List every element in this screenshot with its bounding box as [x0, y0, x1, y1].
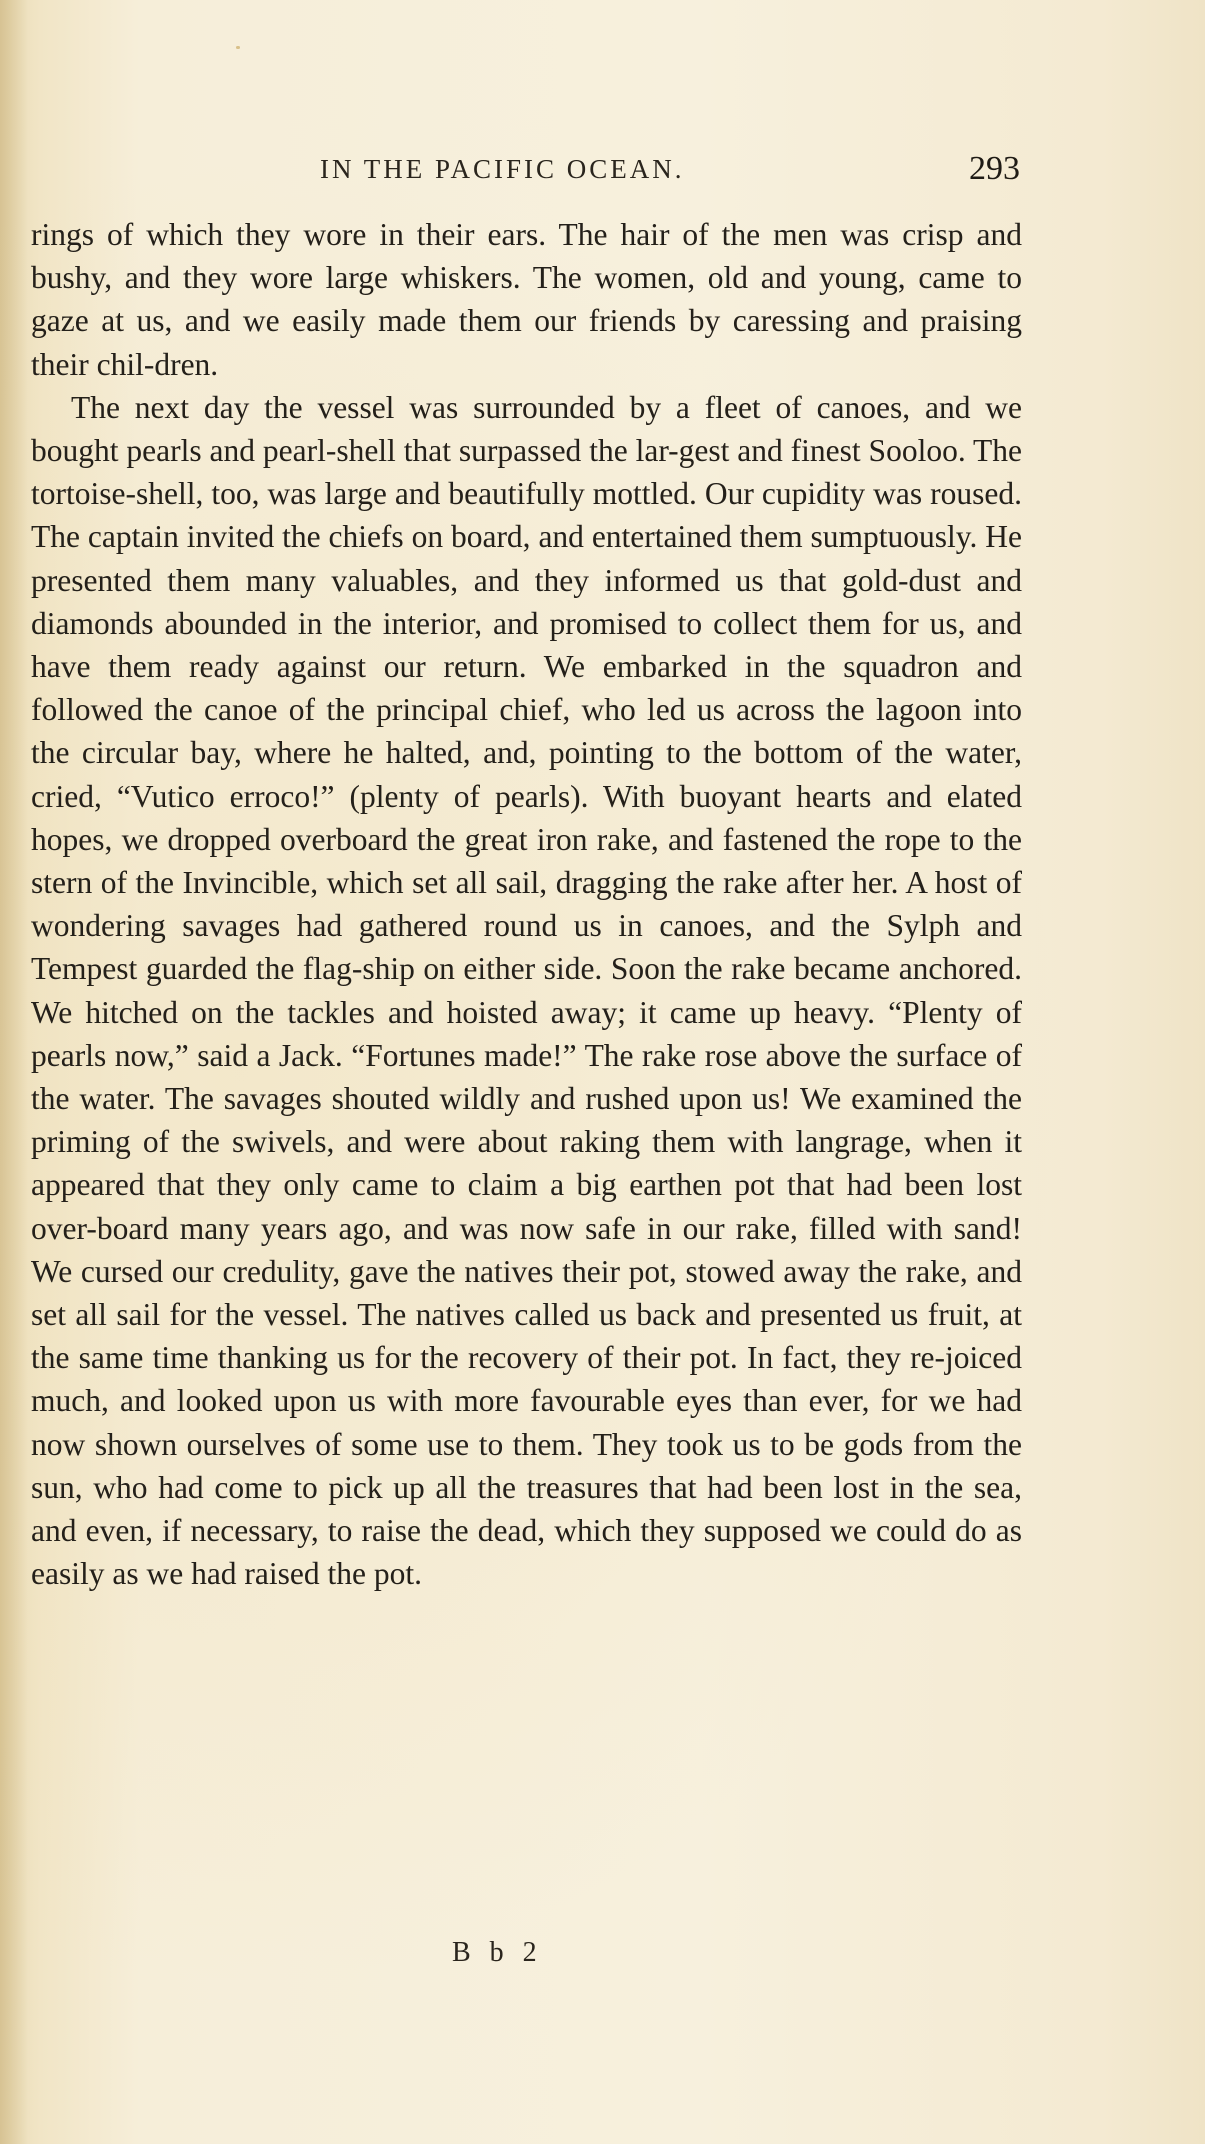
page-body	[31, 213, 1022, 1596]
page-gutter-shadow	[0, 0, 28, 2144]
page-header	[30, 150, 1020, 190]
running-head: IN THE PACIFIC OCEAN.	[320, 154, 685, 184]
signature-mark: B b 2	[452, 1937, 543, 1968]
paragraph-continued: rings of which they wore in their ears. The hair of the men was crisp and bushy, and they wore large whiskers. The women, old and young, came to gaze at us, and we easily made them our friends by caressing and praising their chil-dren.	[31, 217, 1022, 382]
paragraph: The next day the vessel was surrounded by a fleet of canoes, and we bought pearls and pearl-shell that surpassed the lar-gest and finest Sooloo. The tortoise-shell, too, was large and beautifully mottled. Our cupidity was roused. The captain invited the chiefs on board, and entertained them sumptuously. He presented them many valuables, and they informed us that gold-dust and diamonds abounded in the interior, and promised to collect them for us, and have them ready against our return. We embarked in the squadron and followed the canoe of the principal chief, who led us across the lagoon into the circular bay, where he halted, and, pointing to the bottom of the water, cried, “Vutico erroco!” (plenty of pearls). With buoyant hearts and elated hopes, we dropped overboard the great iron rake, and fastened the rope to the stern of the Invincible, which set all sail, dragging the rake after her. A host of wondering savages had gathered round us in canoes, and the Sylph and Tempest guarded the flag-ship on either side. Soon the rake became anchored. We hitched on the tackles and hoisted away; it came up heavy. “Plenty of pearls now,” said a Jack. “Fortunes made!” The rake rose above the surface of the water. The savages shouted wildly and rushed upon us! We examined the priming of the swivels, and were about raking them with langrage, when it appeared that they only came to claim a big earthen pot that had been lost over-board many years ago, and was now safe in our rake, filled with sand! We cursed our credulity, gave the natives their pot, stowed away the rake, and set all sail for the vessel. The natives called us back and presented us fruit, at the same time thanking us for the recovery of their pot. In fact, they re-joiced much, and looked upon us with more favourable eyes than ever, for we had now shown ourselves of some use to them. They took us to be gods from the sun, who had come to pick up all the treasures that had been lost in the sea, and even, if necessary, to raise the dead, which they supposed we could do as easily as we had raised the pot.	[31, 389, 1022, 1592]
paper-speck	[236, 46, 240, 49]
page-number: 293	[969, 150, 1020, 187]
